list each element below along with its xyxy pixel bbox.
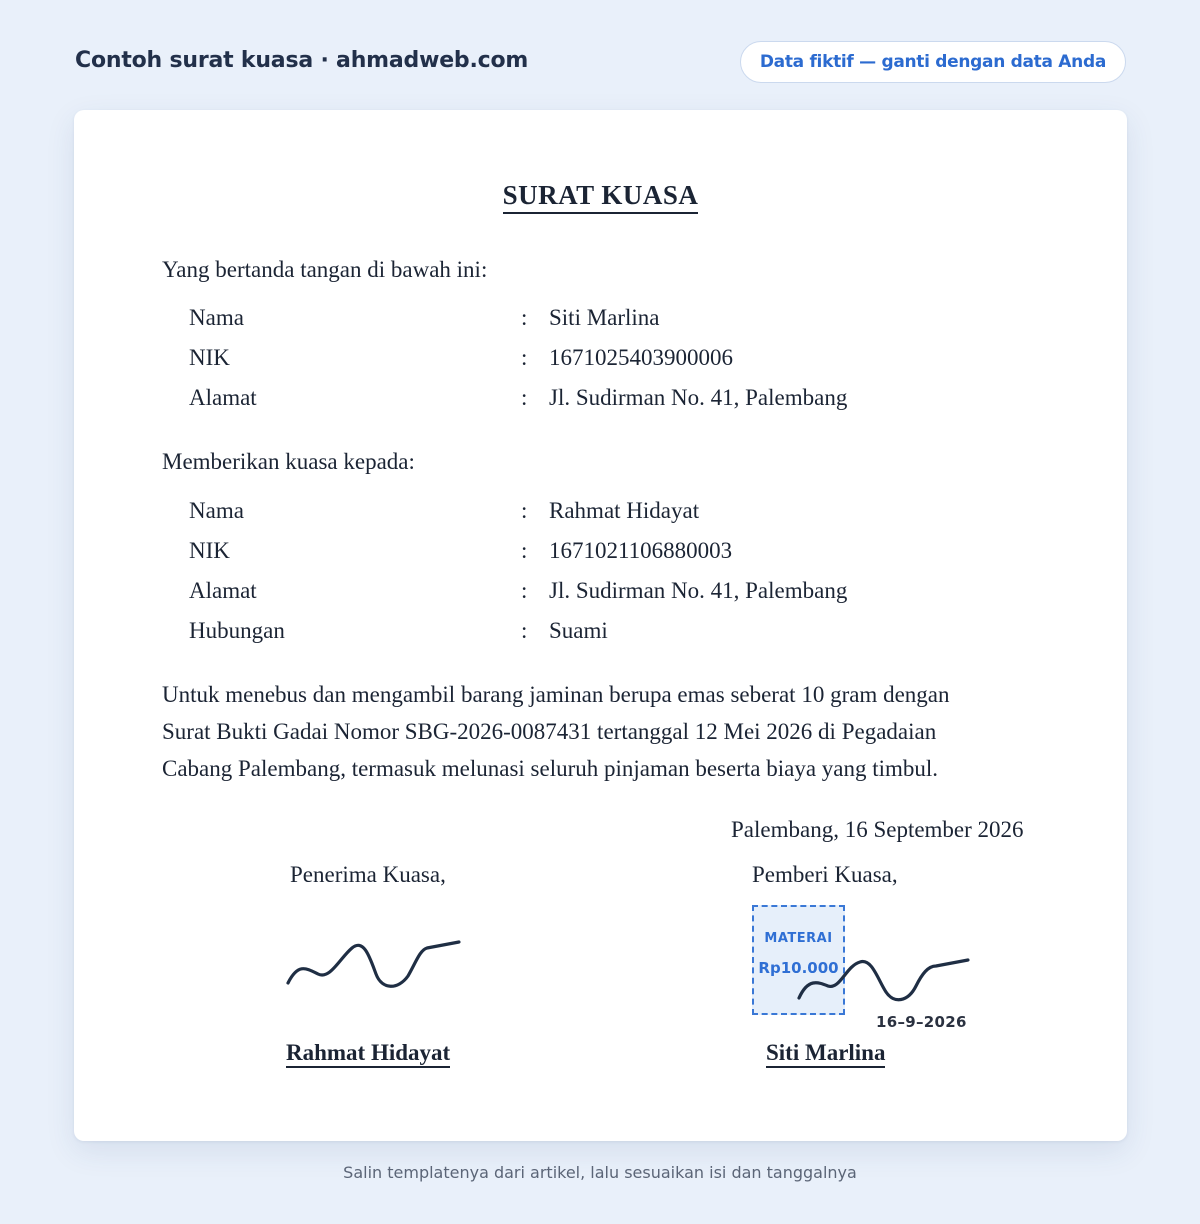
site-title: Contoh surat kuasa · ahmadweb.com [75, 48, 529, 73]
stamp-duty-seal: MATERAI Rp10.000 [752, 905, 845, 1015]
giver-signature-icon [796, 956, 971, 1006]
signature-date: 16–9–2026 [876, 1013, 967, 1031]
letter-title: SURAT KUASA [74, 180, 1127, 211]
transfer-text: Memberikan kuasa kepada: [162, 449, 415, 474]
fictional-data-badge: Data fiktif — ganti dengan data Anda [740, 41, 1126, 83]
giver-name: Siti Marlina [766, 1040, 885, 1068]
purpose-paragraph: Untuk menebus dan mengambil barang jaminan berupa emas seberat 10 gram dengan Surat Bukti Gadai Nomor SBG-2026-0087431 tertanggal 12 Mei 2026 di Pegadaian Cabang Palembang, termasuk melunasi seluruh pinjaman beserta biaya yang timbul. [162, 682, 950, 781]
place-date: Palembang, 16 September 2026 [731, 817, 1024, 842]
receiver-label: Penerima Kuasa, [290, 862, 446, 887]
receiver-signature-icon [284, 938, 464, 988]
receiver-name: Rahmat Hidayat [286, 1040, 450, 1068]
giver-label: Pemberi Kuasa, [752, 862, 898, 887]
footer-note: Salin templatenya dari artikel, lalu sesuaikan isi dan tanggalnya [343, 1163, 857, 1182]
intro-text: Yang bertanda tangan di bawah ini: [162, 257, 488, 282]
letter-card: SURAT KUASA Yang bertanda tangan di bawah ini: Nama : Siti Marlina NIK : 1671025403900006 Alamat : Jl. Sudirman No. 41, Palembang Memberikan kuasa kepada: Nama : Rahmat Hidayat NIK : 1671021106880003 Alamat : Jl. Sudirman No. 41, Palembang Hubungan : Suami Untuk menebus dan mengambil barang jaminan berupa emas seberat 10 gram dengan Surat Bukti Gadai Nomor SBG-2026-0087431 tertanggal 12 Mei 2026 di Pegadaian Cabang Palembang, termasuk melunasi seluruh pinjaman beserta biaya yang timbul. Palembang, 16 September 2026 Penerima Kuasa, Pemberi Kuasa, MATERAI Rp10.000 16–9–2026 Rahmat Hidayat Siti Marlina [74, 110, 1127, 1141]
